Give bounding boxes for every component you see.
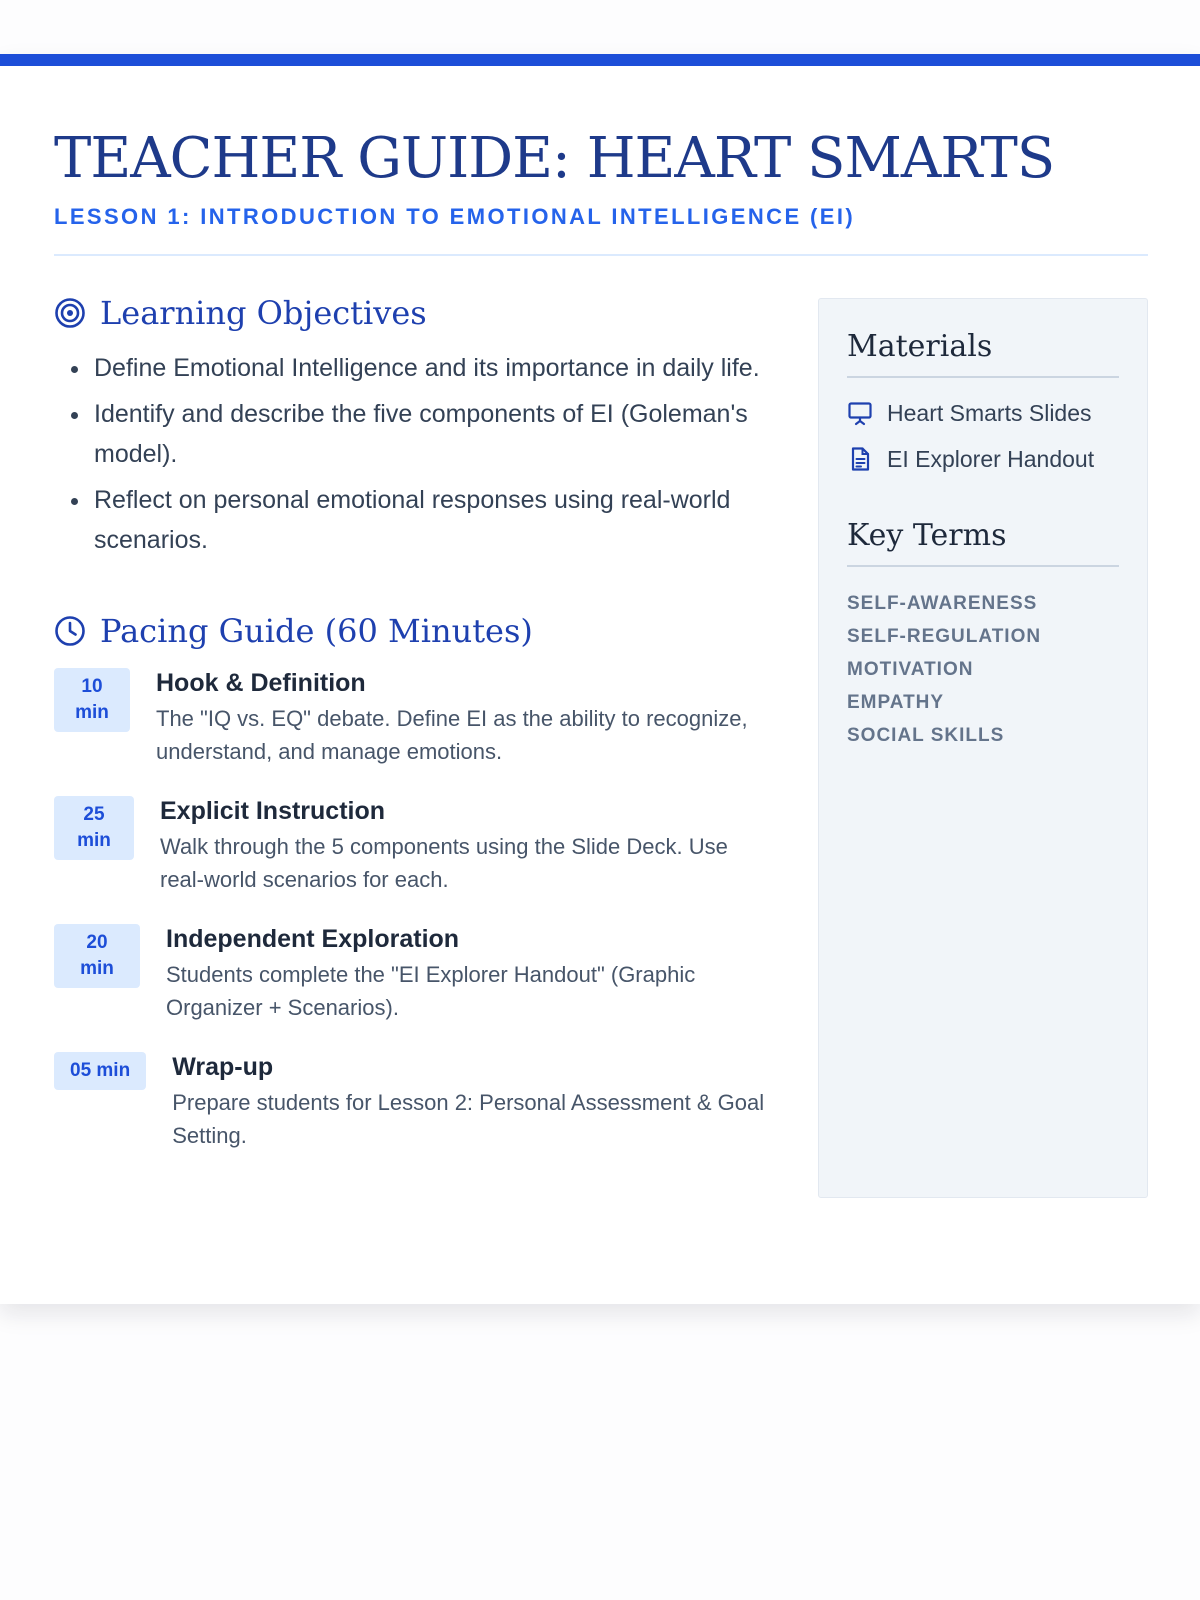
pacing-item-description: Students complete the "EI Explorer Handout" (Graphic Organizer + Scenarios). [166, 962, 696, 1020]
objectives-title: Learning Objectives [100, 294, 427, 332]
pacing-list [54, 668, 774, 1152]
material-label: EI Explorer Handout [887, 446, 1095, 472]
pacing-body [172, 1052, 774, 1152]
material-item[interactable] [847, 398, 1119, 428]
pacing-item-title: Independent Exploration [166, 925, 460, 953]
duration-badge: 25 min [54, 796, 134, 860]
sidebar [818, 298, 1148, 1198]
pacing-body [160, 796, 774, 896]
material-item[interactable] [847, 444, 1119, 474]
key-term: SOCIAL SKILLS [847, 725, 1005, 746]
pacing-body [166, 924, 774, 1024]
materials-list [847, 398, 1119, 474]
header [54, 124, 1148, 230]
materials-heading: Materials [847, 329, 1119, 378]
page-title: TEACHER GUIDE: HEART SMARTS [54, 126, 1055, 191]
objective-item: • Identify and describe the five components of EI (Goleman's model). [92, 394, 774, 474]
lesson-subtitle: LESSON 1: INTRODUCTION TO EMOTIONAL INTELLIGENCE (EI) [54, 204, 856, 229]
pacing-body [156, 668, 774, 768]
presentation-icon [847, 400, 873, 426]
target-icon [54, 297, 86, 329]
duration-badge: 20 min [54, 924, 140, 988]
key-term: MOTIVATION [847, 659, 974, 680]
key-terms-section [847, 518, 1119, 752]
duration-badge: 10 min [54, 668, 130, 732]
document-icon [847, 446, 873, 472]
key-terms-list [847, 587, 1119, 752]
pacing-item [54, 668, 774, 768]
pacing-item-title: Wrap-up [172, 1053, 274, 1081]
key-term: SELF-REGULATION [847, 626, 1042, 647]
pacing-item [54, 924, 774, 1024]
pacing-item-description: Prepare students for Lesson 2: Personal Assessment & Goal Setting. [172, 1090, 765, 1148]
objective-item: • Define Emotional Intelligence and its importance in daily life. [92, 348, 774, 388]
objective-item: • Reflect on personal emotional responses using real-world scenarios. [92, 480, 774, 560]
pacing-title: Pacing Guide (60 Minutes) [100, 612, 533, 650]
pacing-item [54, 796, 774, 896]
pacing-section [54, 612, 774, 1152]
objectives-section [54, 294, 774, 560]
pacing-item-title: Explicit Instruction [160, 797, 386, 825]
pacing-item-title: Hook & Definition [156, 669, 366, 697]
guide-page [0, 54, 1200, 1304]
material-label: Heart Smarts Slides [887, 400, 1092, 426]
pacing-item-description: The "IQ vs. EQ" debate. Define EI as the ability to recognize, understand, and manage emotions. [156, 706, 748, 764]
key-term: EMPATHY [847, 692, 945, 713]
key-terms-heading: Key Terms [847, 518, 1119, 567]
clock-icon [54, 615, 86, 647]
header-divider [54, 254, 1148, 256]
key-term: SELF-AWARENESS [847, 593, 1038, 614]
pacing-item [54, 1052, 774, 1152]
pacing-item-description: Walk through the 5 components using the Slide Deck. Use real-world scenarios for each. [160, 834, 728, 892]
objectives-heading [54, 294, 774, 332]
accent-bar [0, 54, 1200, 66]
pacing-heading [54, 612, 774, 650]
main-column [54, 294, 774, 1180]
duration-badge: 05 min [54, 1052, 146, 1090]
objectives-list [54, 348, 774, 560]
